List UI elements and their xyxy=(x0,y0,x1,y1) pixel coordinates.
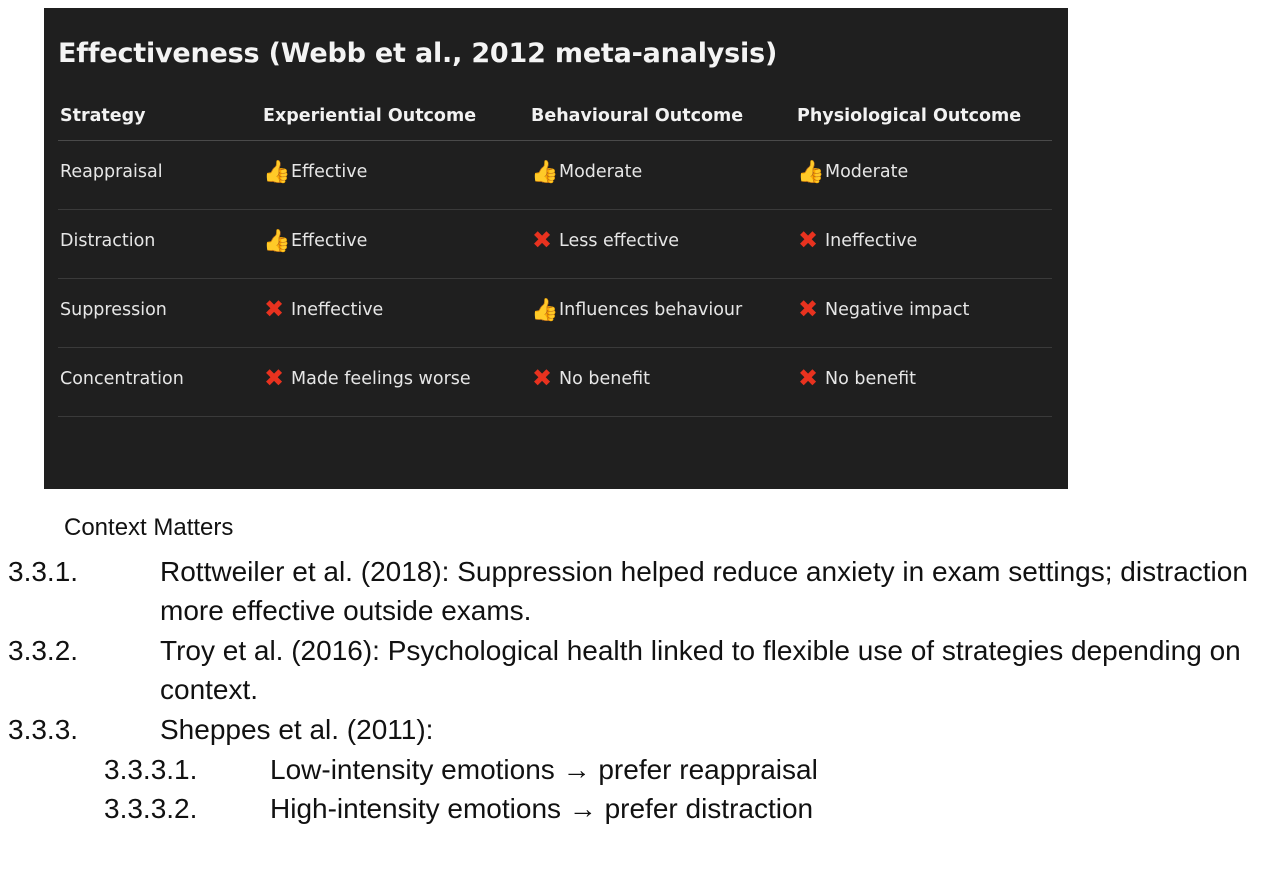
item-text: Low-intensity emotions → prefer reappraisal xyxy=(270,754,818,785)
strategy-cell: Concentration xyxy=(58,348,263,417)
behavioural-outcome-cell xyxy=(531,210,797,279)
outcome-label: Influences behaviour xyxy=(559,300,743,320)
thumbs-up-icon: 👍 xyxy=(531,160,559,185)
outcome-label: Moderate xyxy=(559,162,643,182)
strategy-effectiveness-table xyxy=(58,102,1052,417)
outcome-label: Ineffective xyxy=(825,231,918,251)
cross-mark-icon: ✖ xyxy=(263,295,285,323)
header-physiological-outcome: Physiological Outcome xyxy=(797,102,1052,141)
table-row xyxy=(58,348,1052,417)
thumbs-up-icon: 👍 xyxy=(531,298,559,323)
cross-mark-icon: ✖ xyxy=(797,226,819,254)
cross-mark-icon: ✖ xyxy=(531,226,553,254)
header-experiential-outcome: Experiential Outcome xyxy=(263,102,531,141)
item-text: Rottweiler et al. (2018): Suppression helped reduce anxiety in exam settings; distraction more effective outside exams. xyxy=(160,556,1248,626)
strategy-cell: Reappraisal xyxy=(58,141,263,210)
strategy-cell: Suppression xyxy=(58,279,263,348)
effectiveness-table-card xyxy=(44,8,1068,489)
header-behavioural-outcome: Behavioural Outcome xyxy=(531,102,797,141)
outcome-label: Effective xyxy=(291,162,368,182)
thumbs-up-icon: 👍 xyxy=(263,160,291,185)
cross-mark-icon: ✖ xyxy=(263,364,285,392)
table-row xyxy=(58,210,1052,279)
behavioural-outcome-cell xyxy=(531,279,797,348)
outcome-label: Made feelings worse xyxy=(291,369,471,389)
behavioural-outcome-cell xyxy=(531,348,797,417)
item-number: 3.3.3.1. xyxy=(104,754,198,785)
outcome-label: Moderate xyxy=(825,162,909,182)
outcome-label: Effective xyxy=(291,231,368,251)
table-row xyxy=(58,141,1052,210)
section-heading: Context Matters xyxy=(64,514,234,541)
item-text: Troy et al. (2016): Psychological health linked to flexible use of strategies depending on context. xyxy=(160,635,1241,705)
outcome-label: Negative impact xyxy=(825,300,970,320)
table-header-row xyxy=(58,102,1052,141)
header-strategy: Strategy xyxy=(58,102,263,141)
physiological-outcome-cell xyxy=(797,210,1052,279)
behavioural-outcome-cell xyxy=(531,141,797,210)
thumbs-up-icon: 👍 xyxy=(263,229,291,254)
strategy-cell: Distraction xyxy=(58,210,263,279)
physiological-outcome-cell xyxy=(797,141,1052,210)
outcome-label: Less effective xyxy=(559,231,680,251)
outcome-label: No benefit xyxy=(559,369,650,389)
table-title: Effectiveness (Webb et al., 2012 meta-analysis) xyxy=(58,38,778,69)
physiological-outcome-cell xyxy=(797,279,1052,348)
physiological-outcome-cell xyxy=(797,348,1052,417)
experiential-outcome-cell xyxy=(263,348,531,417)
table-row xyxy=(58,279,1052,348)
item-number: 3.3.3.2. xyxy=(104,793,198,824)
outcome-label: Ineffective xyxy=(291,300,384,320)
cross-mark-icon: ✖ xyxy=(531,364,553,392)
outcome-label: No benefit xyxy=(825,369,916,389)
cross-mark-icon: ✖ xyxy=(797,295,819,323)
item-number: 3.3.3. xyxy=(8,714,79,745)
item-text: High-intensity emotions → prefer distraction xyxy=(270,793,814,824)
item-number: 3.3.1. xyxy=(8,556,79,587)
experiential-outcome-cell xyxy=(263,279,531,348)
thumbs-up-icon: 👍 xyxy=(797,160,825,185)
experiential-outcome-cell xyxy=(263,141,531,210)
experiential-outcome-cell xyxy=(263,210,531,279)
item-text: Sheppes et al. (2011): xyxy=(160,714,434,745)
cross-mark-icon: ✖ xyxy=(797,364,819,392)
item-number: 3.3.2. xyxy=(8,635,79,666)
